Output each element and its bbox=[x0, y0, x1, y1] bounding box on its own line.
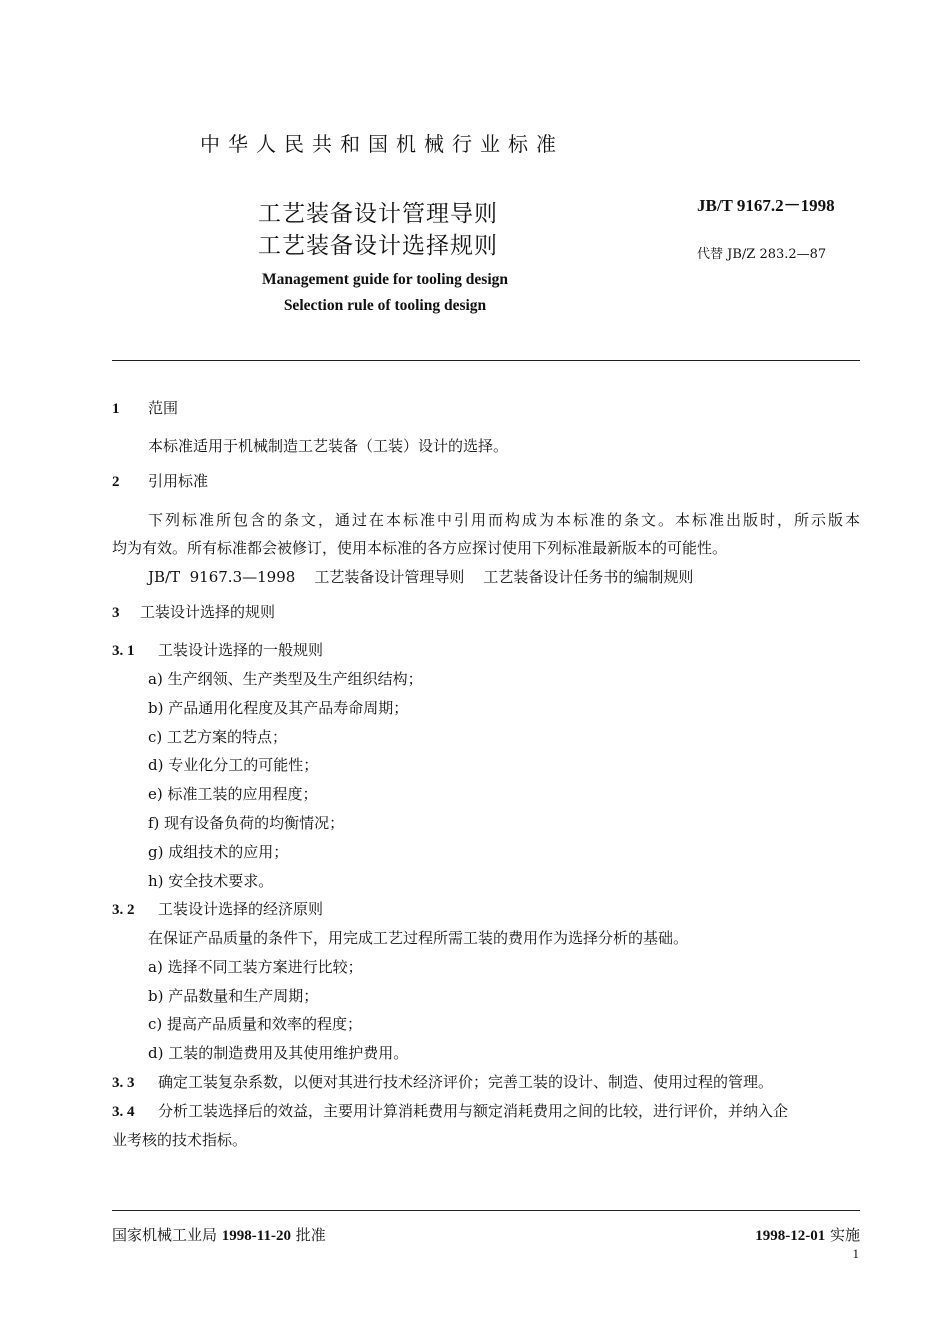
footer-divider bbox=[112, 1210, 860, 1211]
list-item: g) 成组技术的应用； bbox=[148, 843, 289, 861]
section-text: 分析工装选择后的效益，主要用计算消耗费用与额定消耗费用之间的比较，进行评价，并纳入企 bbox=[158, 1102, 789, 1120]
list-item: d) 工装的制造费用及其使用维护费用。 bbox=[148, 1044, 409, 1062]
section-number: 3. 3 bbox=[112, 1075, 135, 1091]
section-title: 工装设计选择的经济原则 bbox=[158, 900, 324, 918]
replaces-code: 代替 JB/Z 283.2—87 bbox=[697, 247, 827, 262]
section-title: 工装设计选择的规则 bbox=[140, 603, 276, 621]
english-title-line-1: Management guide for tooling design bbox=[262, 271, 508, 288]
list-item: a) 选择不同工装方案进行比较； bbox=[148, 958, 363, 976]
list-item: f) 现有设备负荷的均衡情况； bbox=[148, 814, 345, 832]
list-item: c) 提高产品质量和效率的程度； bbox=[148, 1015, 363, 1033]
implementation-date: 1998-12-01 bbox=[755, 1228, 826, 1244]
section-number: 3. 1 bbox=[112, 643, 135, 659]
section-3-2-text: 在保证产品质量的条件下，用完成工艺过程所需工装的费用作为选择分析的基础。 bbox=[148, 929, 689, 947]
section-3-2-heading bbox=[112, 898, 323, 921]
section-number: 3. 4 bbox=[112, 1104, 135, 1120]
approval-label: 批准 bbox=[295, 1226, 326, 1244]
approval-info bbox=[112, 1224, 326, 1247]
section-2-heading bbox=[112, 470, 208, 493]
section-3-3 bbox=[112, 1071, 773, 1094]
section-title: 范围 bbox=[148, 399, 179, 417]
section-3-4-line-1 bbox=[112, 1100, 860, 1123]
section-2-reference: JB/T 9167.3—1998 工艺装备设计管理导则 工艺装备设计任务书的编制规则 bbox=[148, 568, 694, 586]
section-2-text-line-1: 下列标准所包含的条文，通过在本标准中引用而构成为本标准的条文。本标准出版时，所示版本 bbox=[148, 511, 860, 529]
list-item: d) 专业化分工的可能性； bbox=[148, 756, 319, 774]
section-text: 确定工装复杂系数，以便对其进行技术经济评价；完善工装的设计、制造、使用过程的管理。 bbox=[158, 1073, 774, 1091]
section-3-1-heading bbox=[112, 639, 323, 662]
list-item: c) 工艺方案的特点； bbox=[148, 728, 288, 746]
section-number: 3. 2 bbox=[112, 902, 135, 918]
header-divider bbox=[112, 360, 860, 361]
list-item: e) 标准工装的应用程度； bbox=[148, 785, 318, 803]
section-1-heading bbox=[112, 397, 178, 420]
section-title: 工装设计选择的一般规则 bbox=[158, 641, 324, 659]
page-number: 1 bbox=[852, 1246, 859, 1261]
implementation-info bbox=[755, 1224, 860, 1247]
issuing-organization: 中华人民共和国机械行业标准 bbox=[200, 132, 564, 156]
section-2-text-line-2: 均为有效。所有标准都会被修订，使用本标准的各方应探讨使用下列标准最新版本的可能性。 bbox=[112, 539, 728, 557]
implementation-label: 实施 bbox=[829, 1226, 860, 1244]
list-item: h) 安全技术要求。 bbox=[148, 872, 274, 890]
section-3-4-line-2: 业考核的技术指标。 bbox=[112, 1131, 248, 1149]
standard-code: JB/T 9167.2－1998 bbox=[697, 196, 835, 215]
english-title-line-2: Selection rule of tooling design bbox=[283, 297, 487, 314]
section-number: 3 bbox=[112, 605, 120, 621]
approval-date: 1998-11-20 bbox=[221, 1228, 291, 1244]
approving-authority: 国家机械工业局 bbox=[112, 1226, 218, 1244]
section-3-heading bbox=[112, 601, 275, 624]
list-item: b) 产品数量和生产周期； bbox=[148, 987, 319, 1005]
section-1-text: 本标准适用于机械制造工艺装备（工装）设计的选择。 bbox=[148, 437, 509, 455]
title-line-2: 工艺装备设计选择规则 bbox=[258, 233, 498, 259]
title-line-1: 工艺装备设计管理导则 bbox=[258, 201, 498, 227]
section-number: 1 bbox=[112, 401, 120, 417]
list-item: a) 生产纲领、生产类型及生产组织结构； bbox=[148, 670, 423, 688]
list-item: b) 产品通用化程度及其产品寿命周期； bbox=[148, 699, 409, 717]
section-number: 2 bbox=[112, 474, 120, 490]
section-title: 引用标准 bbox=[148, 472, 209, 490]
